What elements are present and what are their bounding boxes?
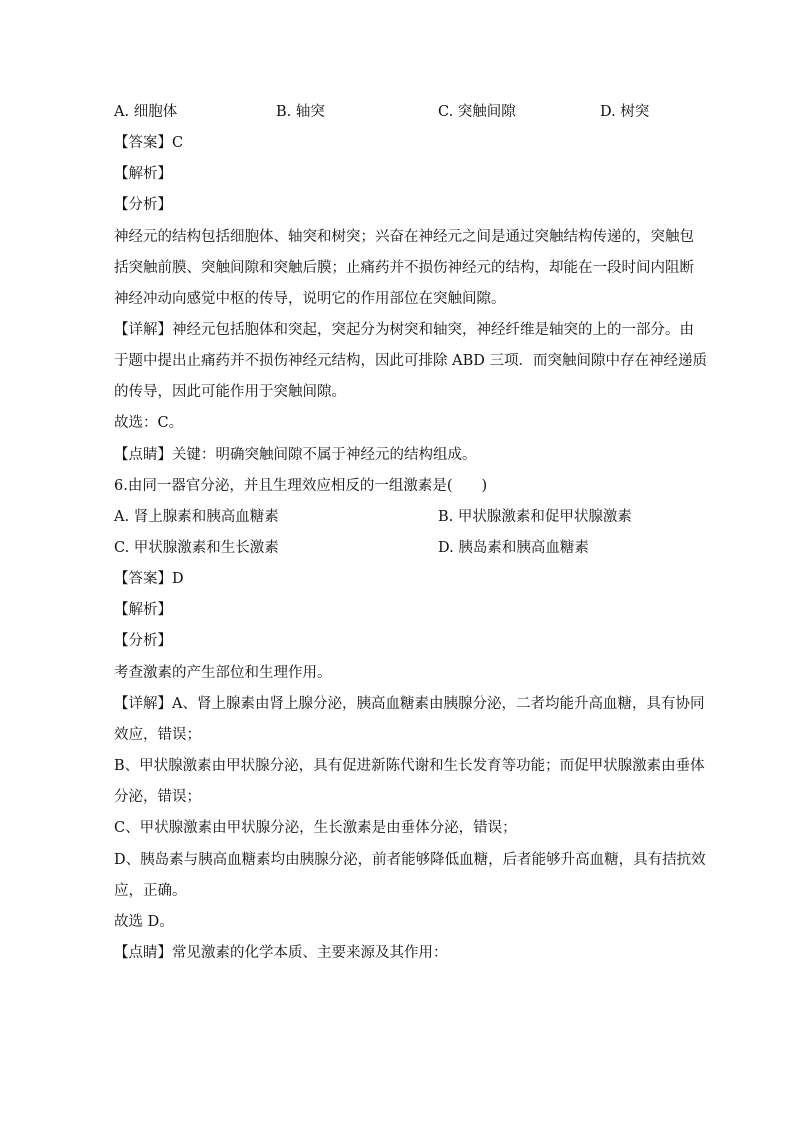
q6-option-a: A. 肾上腺素和胰高血糖素 [114,509,279,525]
q5-conclusion: 故选：C。 [114,415,184,431]
q6-question: 6.由同一器官分泌，并且生理效应相反的一组激素是( ) [114,478,488,494]
q6-dianjing: 【点睛】常见激素的化学本质、主要来源及其作用： [114,945,448,961]
q6-option-d: D. 胰岛素和胰高血糖素 [438,540,589,556]
q6-fenxi-heading: 【分析】 [114,633,172,649]
q6-fenxi-text: 考查激素的产生部位和生理作用。 [114,665,332,681]
q6-xiangjie-line-5: C、甲状腺激素由甲状腺分泌，生长激素是由垂体分泌，错误； [114,820,517,836]
q6-xiangjie-line-2: 效应，错误； [114,727,201,743]
q5-xiangjie-line-1: 【详解】神经元包括胞体和突起，突起分为树突和轴突，神经纤维是轴突的上的一部分。由 [114,322,694,338]
q6-xiangjie-line-4: 分泌，错误； [114,789,201,805]
q5-xiangjie-line-2: 于题中提出止痛药并不损伤神经元结构，因此可排除 ABD 三项．而突触间隙中存在神经递质 [114,353,707,369]
q5-fenxi-line-3: 神经冲动向感觉中枢的传导，说明它的作用部位在突触间隙。 [114,291,506,307]
q5-fenxi-line-2: 括突触前膜、突触间隙和突触后膜；止痛药并不损伤神经元的结构，却能在一段时间内阻断 [114,260,694,276]
q5-dianjing: 【点睛】关键：明确突触间隙不属于神经元的结构组成。 [114,447,477,463]
q6-option-b: B. 甲状腺激素和促甲状腺激素 [438,509,632,525]
q6-conclusion: 故选 D。 [114,914,174,930]
q5-answer: 【答案】C [114,135,184,151]
q6-option-c: C. 甲状腺激素和生长激素 [114,540,279,556]
q5-option-d: D. 树突 [600,104,650,120]
q6-xiangjie-line-1: 【详解】A、肾上腺素由肾上腺分泌，胰高血糖素由胰腺分泌，二者均能升高血糖，具有协同 [114,696,705,712]
q6-xiangjie-line-3: B、甲状腺激素由甲状腺分泌，具有促进新陈代谢和生长发育等功能；而促甲状腺激素由垂体 [114,758,705,774]
q6-answer: 【答案】D [114,571,184,587]
q5-xiangjie-line-3: 的传导，因此可能作用于突触间隙。 [114,384,346,400]
q6-analysis-heading: 【解析】 [114,602,172,618]
q5-option-b: B. 轴突 [276,104,325,120]
q5-analysis-heading: 【解析】 [114,166,172,182]
q5-option-a: A. 细胞体 [114,104,178,120]
q5-fenxi-line-1: 神经元的结构包括细胞体、轴突和树突；兴奋在神经元之间是通过突触结构传递的，突触包 [114,229,694,245]
q5-fenxi-heading: 【分析】 [114,197,172,213]
q5-option-c: C. 突触间隙 [438,104,516,120]
q6-xiangjie-line-6: D、胰岛素与胰高血糖素均由胰腺分泌，前者能够降低血糖，后者能够升高血糖，具有拮抗效 [114,852,706,868]
q6-xiangjie-line-7: 应，正确。 [114,883,187,899]
